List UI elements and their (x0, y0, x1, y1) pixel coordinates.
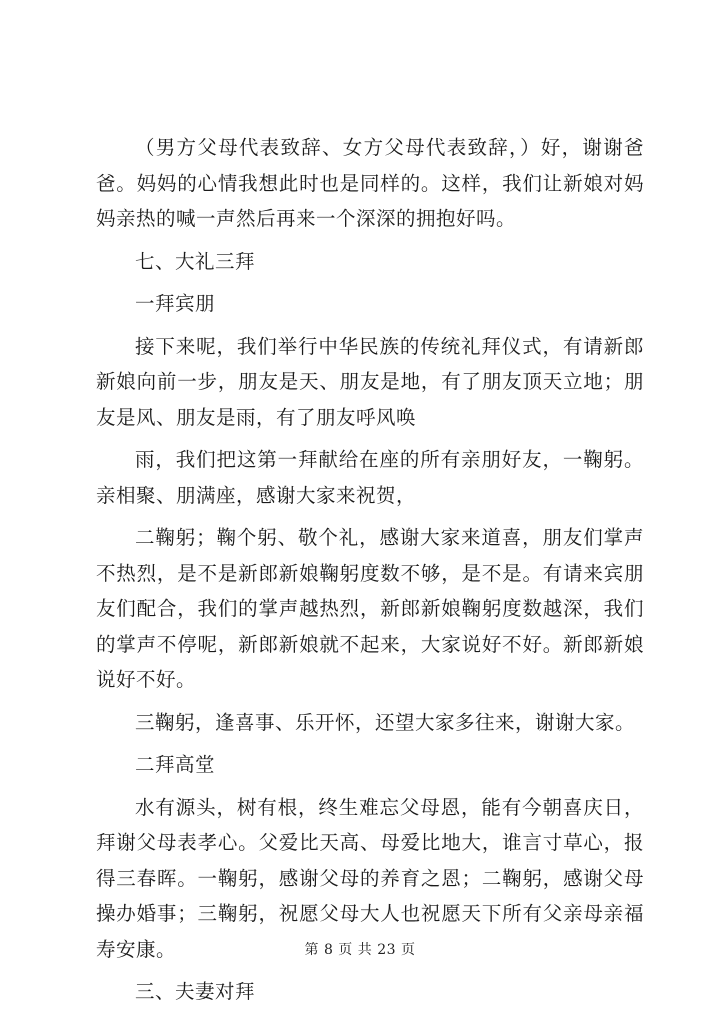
paragraph-parents-gratitude: 水有源头，树有根，终生难忘父母恩，能有今朝喜庆日，拜谢父母表孝心。父爱比天高、母爱比地大，谁言寸草心，报得三春晖。一鞠躬，感谢父母的养育之恩；二鞠躬，感谢父母操办婚事；三鞠躬，祝愿父母大人也祝愿天下所有父亲母亲福寿安康。 (96, 795, 644, 961)
paragraph-first-bow-intro: 接下来呢，我们举行中华民族的传统礼拜仪式，有请新郎新娘向前一步，朋友是天、朋友是地，有了朋友顶天立地；朋友是风、朋友是雨，有了朋友呼风唤 (96, 334, 644, 429)
paragraph-parents-speech: （男方父母代表致辞、女方父母代表致辞，）好，谢谢爸爸。妈妈的心情我想此时也是同样的。这样，我们让新娘对妈妈亲热的喊一声然后再来一个深深的拥抱好吗。 (96, 136, 644, 230)
paragraph-third-bow: 三鞠躬，逢喜事、乐开怀，还望大家多往来，谢谢大家。 (135, 710, 636, 734)
heading-first-bow-guests: 一拜宾朋 (135, 292, 216, 315)
heading-grand-ceremony: 七、大礼三拜 (135, 249, 256, 273)
heading-couple-bow: 三、夫妻对拜 (135, 980, 256, 1003)
heading-second-bow-parents: 二拜高堂 (135, 753, 216, 776)
paragraph-second-bow: 二鞠躬；鞠个躬、敬个礼，感谢大家来道喜，朋友们掌声不热烈，是不是新郎新娘鞠躬度数不够，是不是。有请来宾朋友们配合，我们的掌声越热烈，新郎新娘鞠躬度数越深，我们的掌声不停呢，新郎新娘就不起来，大家说好不好。新郎新娘说好不好。 (96, 526, 644, 691)
page-footer: 第 8 页 共 23 页 (304, 942, 416, 958)
paragraph-first-bow-one: 雨，我们把这第一拜献给在座的所有亲朋好友，一鞠躬。亲相聚、朋满座，感谢大家来祝贺， (96, 448, 644, 507)
document-body (96, 130, 644, 1010)
